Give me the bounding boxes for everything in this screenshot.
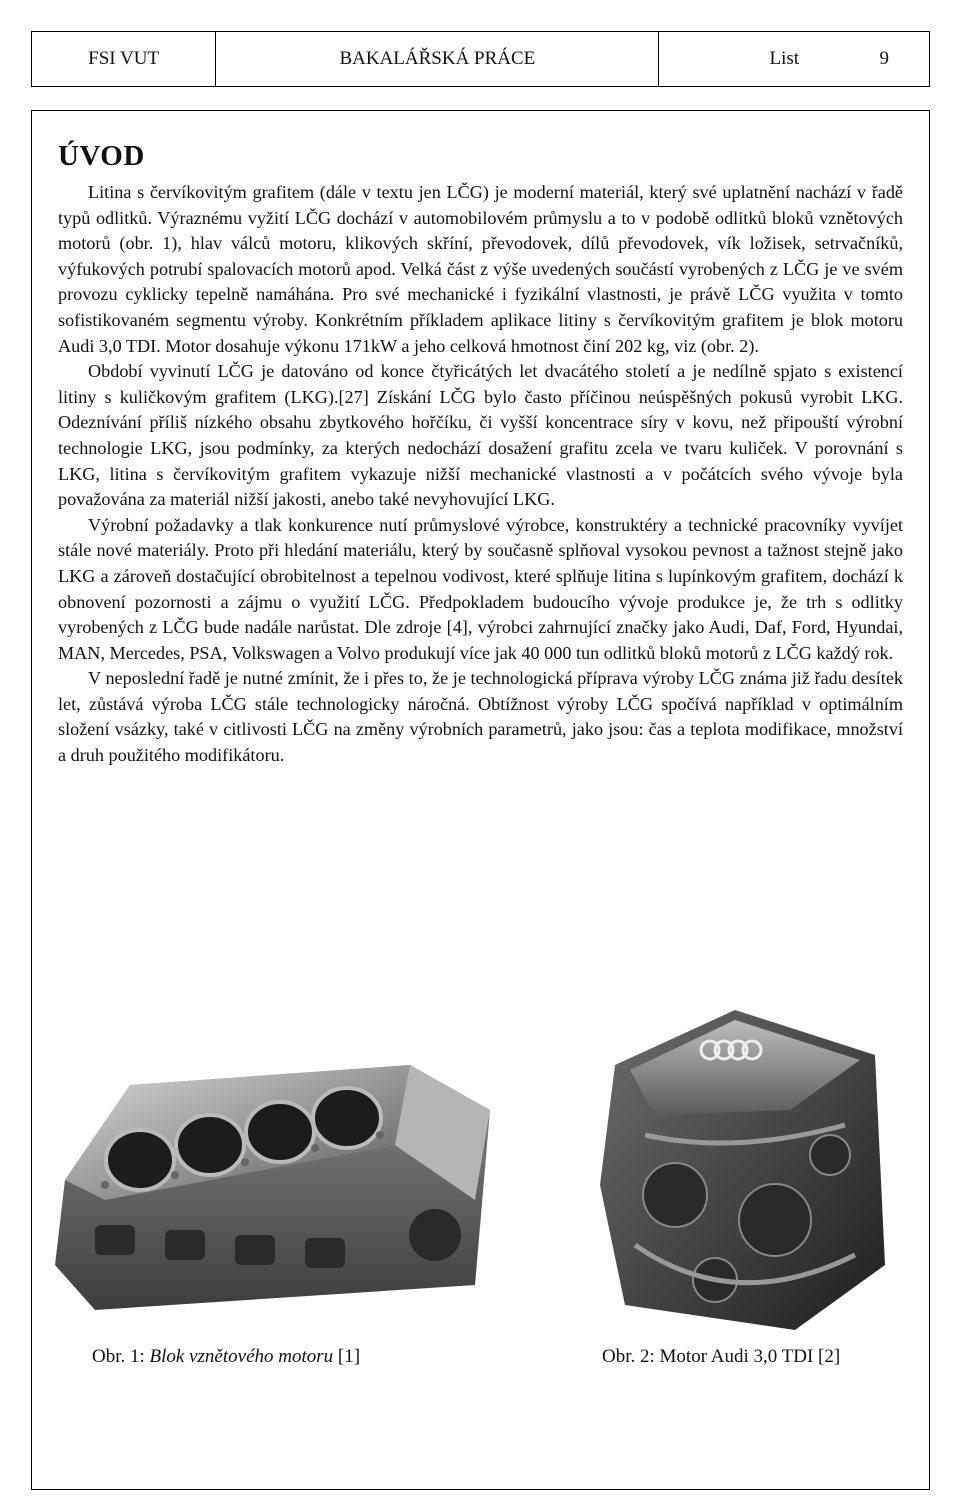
- header-doc-type: BAKALÁŘSKÁ PRÁCE: [216, 32, 659, 86]
- header-institution: FSI VUT: [32, 32, 216, 86]
- page-header: [31, 31, 930, 87]
- figure-2-prefix: Obr. 2:: [602, 1346, 660, 1367]
- audi-engine-image: [585, 1005, 895, 1335]
- section-body: [58, 180, 903, 769]
- header-page: [659, 32, 929, 86]
- figure-2-title: Motor Audi 3,0 TDI: [659, 1346, 814, 1367]
- paragraph-4: V neposlední řadě je nutné zmínit, že i přes to, že je technologická příprava výroby LČG známa již řadu desítek let, zůstává výroba LČG stále technologicky náročná. Obtížnost výroby LČG spočívá například v optimálním složení vsázky, také v citlivosti LČG na změny výrobních parametrů, jako jsou: čas a teplota modifikace, množství a druh použitého modifikátoru.: [58, 668, 903, 766]
- paragraph-3: Výrobní požadavky a tlak konkurence nutí průmyslové výrobce, konstruktéry a technické pracovníky vyvíjet stále nové materiály. Proto při hledání materiálu, který by současně splňoval vysokou pevnost a tažnost stejně jako LKG a zároveň dostačující obrobitelnost a tepelnou vodivost, které splňuje litina s lupínkovým grafitem, dochází k obnovení pozornosti a zájmu o využití LČG. Předpokladem budoucího vývoje produkce je, že trh s odlitky vyrobených z LČG bude nadále narůstat. Dle zdroje [4], výrobci zahrnující značky jako Audi, Daf, Ford, Hyundai, MAN, Mercedes, PSA, Volkswagen a Volvo produkují více jak 40 000 tun odlitků bloků motorů z LČG každý rok.: [58, 514, 903, 663]
- figure-1-title: Blok vznětového motoru: [149, 1346, 334, 1367]
- paragraph-1: Litina s červíkovitým grafitem (dále v textu jen LČG) je moderní materiál, který své uplatnění nachází v řadě typů odlitků. Výraznému vyžití LČG dochází v automobilovém průmyslu a to v podobě odlitků bloků vznětových motorů (obr. 1), hlav válců motoru, klikových skříní, převodovek, dílů převodovek, vík ložisek, setrvačníků, výfukových potrubí spalovacích motorů apod. Velká část z výše uvedených součástí vyrobených z LČG je ve svém provozu cyklicky tepelně namáhána. Pro své mechanické i fyzikální vlastnosti, je právě LČG využita v tomto sofistikovaném segmentu výroby. Konkrétním příkladem aplikace litiny s červíkovitým grafitem je blok motoru Audi 3,0 TDI. Motor dosahuje výkonu 171kW a jeho celková hmotnost činí 202 kg, viz (obr. 2).: [58, 182, 903, 356]
- section-title: ÚVOD: [58, 140, 145, 172]
- engine-block-image: [35, 1050, 505, 1315]
- header-list-label: List: [769, 48, 800, 69]
- figure-1-ref: [1]: [333, 1346, 361, 1367]
- paragraph-2: Období vyvinutí LČG je datováno od konce čtyřicátých let dvacátého století a je nedílně spjato s existencí litiny s kuličkovým grafitem (LKG).[27] Získání LČG bylo často příčinou neúspěšných pokusů vyrobit LKG. Odeznívání příliš nízkého obsahu zbytkového hořčíku, či vyšší koncentrace síry v kovu, než připouští výrobní technologie LKG, jsou podmínky, za kterých nedochází dosažení grafitu zcela ve tvaru kuliček. V porovnání s LKG, litina s červíkovitým grafitem vykazuje nižší mechanické vlastnosti a v počátcích svého vývoje byla považována za materiál nižší jakosti, anebo také nevyhovující LKG.: [58, 361, 903, 510]
- figure-2-caption: [602, 1346, 840, 1368]
- figure-1-prefix: Obr. 1:: [92, 1346, 150, 1367]
- header-page-number: 9: [879, 48, 889, 69]
- figure-2-ref: [2]: [813, 1346, 841, 1367]
- figure-1-caption: [92, 1346, 360, 1368]
